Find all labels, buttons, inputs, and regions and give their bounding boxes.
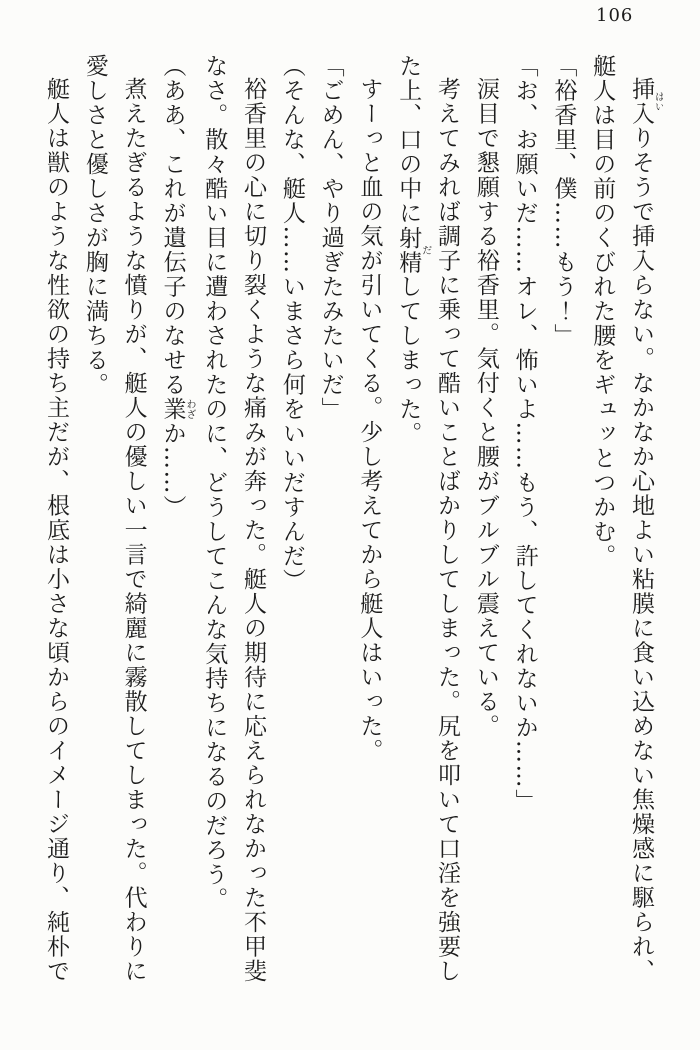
ruby-annotated-word: 挿入はい (628, 77, 663, 126)
paragraph: 挿入はいりそうで挿入らない。なかなか心地よい粘膜に食い込めない焦燥感に駆られ、艇人は目の前のくびれた腰をギュッとつかむ。 (589, 54, 663, 984)
paragraph: 裕香里の心に切り裂くような痛みが奔った。艇人の期待に応えられなかった不甲斐なさ。散々酷い目に遭わされたのに、どうしてこんな気持ちになるのだろう。 (201, 54, 267, 984)
paragraph: 煮えたぎるような憤りが、艇人の優しい一言で綺麗に霧散してしまった。代わりに愛しさと優しさが胸に満ちる。 (81, 54, 147, 984)
paragraph: 涙目で懇願する裕香里。気付くと腰がブルブル震えている。 (472, 77, 499, 739)
paragraph: 「ごめん、やり過ぎたみたいだ」 (317, 54, 344, 422)
paragraph: （ああ、これが遺伝子のなせる業わざか……） (159, 54, 195, 520)
ruby-annotated-word: 業わざ (159, 397, 195, 422)
paragraph: すーっと血の気が引いてくる。少し考えてから艇人はいった。 (356, 77, 383, 763)
ruby-annotated-word: 射精だ (395, 225, 431, 275)
paragraph: 艇人は獣のような性欲の持ち主だが、根底は小さな頃からのイメージ通り、純朴で (43, 77, 70, 984)
vertical-text-area (38, 54, 663, 996)
page-number: 106 (596, 5, 634, 26)
paragraph: 「裕香里、僕……もう！」 (550, 54, 577, 348)
paragraph: 「お、お願いだ……オレ、怖いよ……もう、許してくれないか……」 (511, 54, 538, 814)
paragraph: （そんな、艇人……いまさら何をいいだすんだ） (278, 54, 305, 593)
paragraph: 考えてみれば調子に乗って酷いことばかりしてしまった。尻を叩いて口淫を強要した上、口の中に射精だしてしまった。 (395, 54, 461, 984)
